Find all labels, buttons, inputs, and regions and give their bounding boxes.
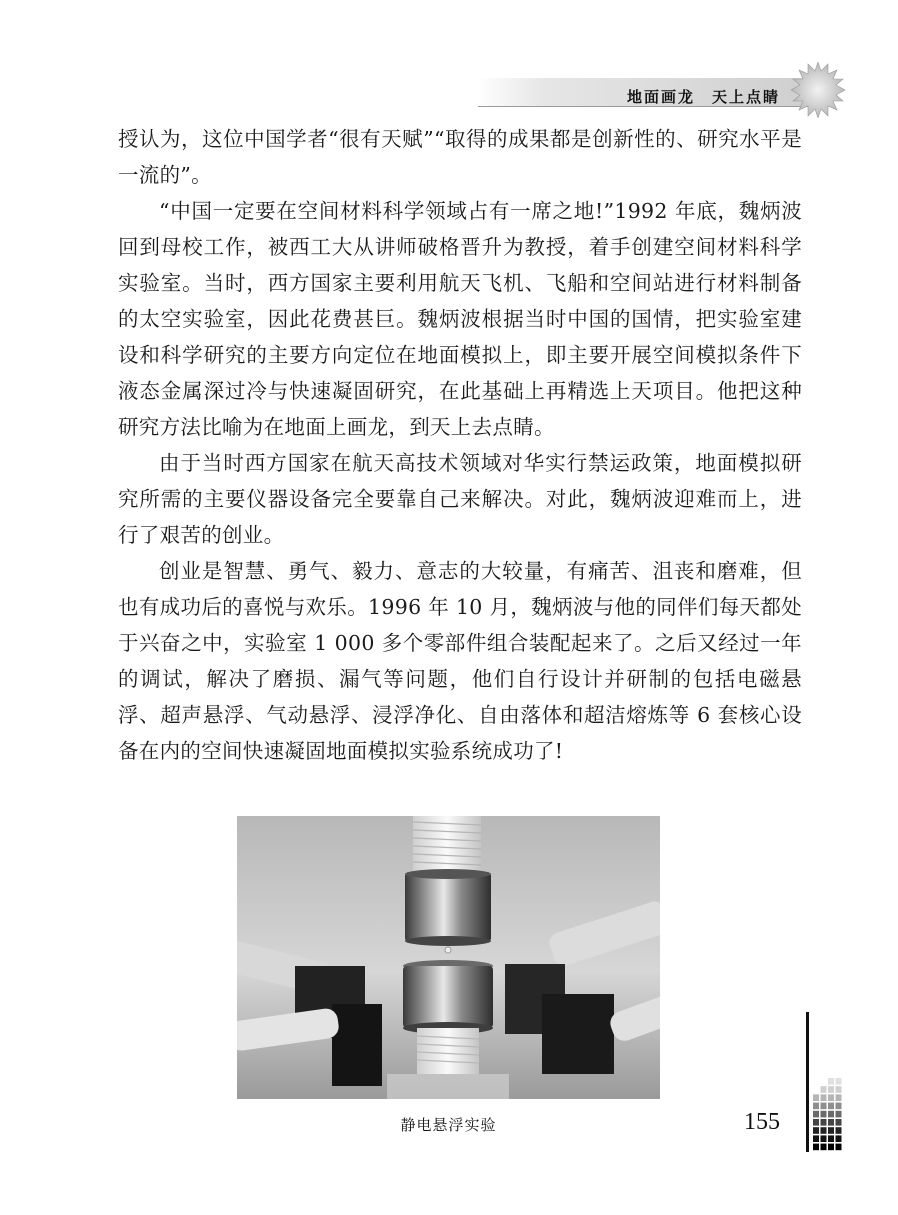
grid-cell — [813, 1094, 819, 1101]
running-header-title: 地面画龙 天上点睛 — [626, 88, 780, 106]
paragraph-1: 授认为，这位中国学者“很有天赋”“取得的成果都是创新性的、研究水平是一流的”。 — [118, 127, 802, 187]
starburst-ornament-icon — [790, 62, 846, 118]
grid-cell — [836, 1127, 842, 1134]
grid-cell — [821, 1119, 827, 1126]
grid-cell — [836, 1144, 842, 1151]
paragraph-4: 创业是智慧、勇气、毅力、意志的大较量，有痛苦、沮丧和磨难，但也有成功后的喜悦与欢乐。1996 年 10 月，魏炳波与他的同伴们每天都处于兴奋之中，实验室 1 000 多个零部件组合装配起来了。之后又经过一年的调试，解决了磨损、漏气等问题，他们自行设计并研制的包括电磁悬浮、超声悬浮、气动悬浮、浸浮净化、自由落体和超洁熔炼等 6 套核心设备在内的空间快速凝固地面模拟实验系统成功了! — [118, 559, 802, 763]
figure-caption: 静电悬浮实验 — [400, 1116, 497, 1134]
grid-cell — [813, 1127, 819, 1134]
grid-cell — [813, 1135, 819, 1142]
grid-cell — [828, 1078, 834, 1085]
dot-grid-ornament-icon — [813, 1078, 843, 1152]
grid-cell — [821, 1135, 827, 1142]
grid-cell — [821, 1094, 827, 1101]
levitation-photo — [237, 816, 660, 1099]
grid-cell — [828, 1111, 834, 1118]
grid-cell — [828, 1103, 834, 1110]
grid-cell — [821, 1086, 827, 1093]
grid-cell — [836, 1086, 842, 1093]
grid-cell — [836, 1111, 842, 1118]
grid-cell — [828, 1094, 834, 1101]
grid-cell — [828, 1127, 834, 1134]
body-text — [118, 121, 802, 769]
grid-cell — [836, 1135, 842, 1142]
edge-rule — [806, 1012, 809, 1152]
grid-cell — [836, 1078, 842, 1085]
grid-cell — [813, 1119, 819, 1126]
grid-cell — [828, 1144, 834, 1151]
grid-cell — [828, 1086, 834, 1093]
paragraph-2: “中国一定要在空间材料科学领域占有一席之地!”1992 年底，魏炳波回到母校工作，被西工大从讲师破格晋升为教授，着手创建空间材料科学实验室。当时，西方国家主要利用航天飞机、飞船和空间站进行材料制备的太空实验室，因此花费甚巨。魏炳波根据当时中国的国情，把实验室建设和科学研究的主要方向定位在地面模拟上，即主要开展空间模拟条件下液态金属深过冷与快速凝固研究，在此基础上再精选上天项目。他把这种研究方法比喻为在地面上画龙，到天上去点睛。 — [118, 199, 802, 439]
paragraph-3: 由于当时西方国家在航天高技术领域对华实行禁运政策，地面模拟研究所需的主要仪器设备完全要靠自己来解决。对此，魏炳波迎难而上，进行了艰苦的创业。 — [118, 451, 802, 547]
grid-cell — [828, 1119, 834, 1126]
grid-cell — [813, 1111, 819, 1118]
grid-cell — [821, 1144, 827, 1151]
grid-cell — [821, 1127, 827, 1134]
grid-cell — [836, 1094, 842, 1101]
grid-cell — [836, 1119, 842, 1126]
grid-cell — [813, 1103, 819, 1110]
grid-cell — [821, 1103, 827, 1110]
grid-cell — [821, 1111, 827, 1118]
grid-cell — [813, 1144, 819, 1151]
grid-cell — [836, 1103, 842, 1110]
grid-cell — [828, 1135, 834, 1142]
page-number: 155 — [744, 1109, 780, 1135]
